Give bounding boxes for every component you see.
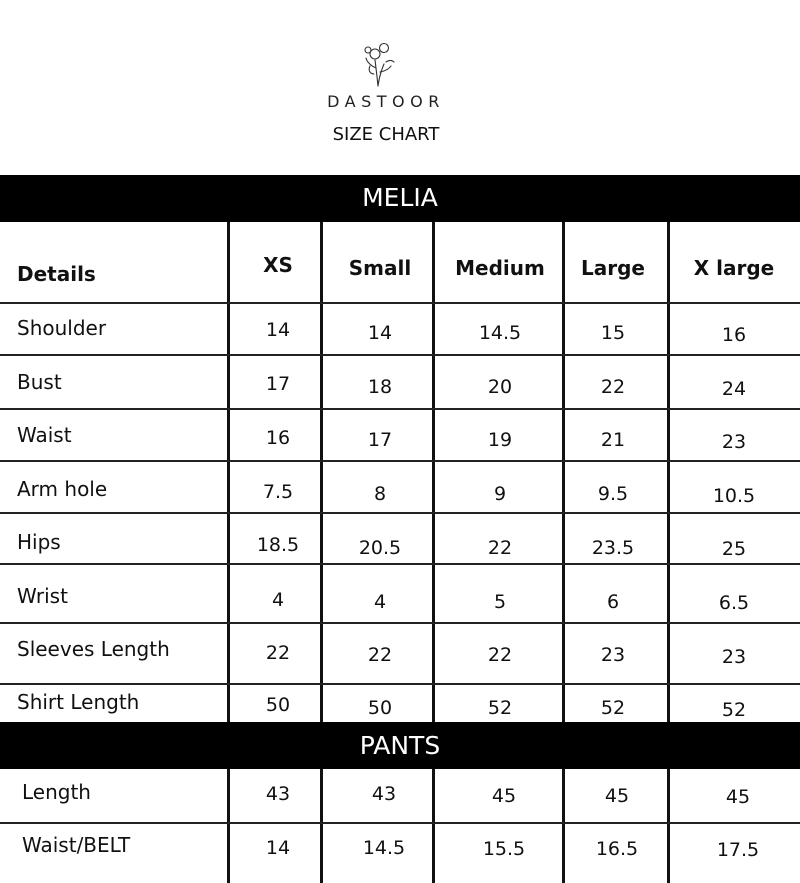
measurement-value: 52 (487, 697, 513, 719)
flower-sprig-icon (358, 38, 398, 88)
measurement-value: 16.5 (595, 838, 639, 860)
brand-name: DASTOOR (327, 92, 445, 111)
column-divider (667, 222, 670, 722)
measurement-value: 18 (367, 376, 393, 398)
row-divider (0, 512, 800, 514)
row-divider (0, 683, 800, 685)
row-divider (0, 302, 800, 304)
measurement-value: 14.5 (478, 322, 522, 344)
size-header: X large (693, 256, 775, 280)
measurement-value: 20 (487, 376, 513, 398)
detail-label: Sleeves Length (17, 637, 170, 661)
measurement-value: 14 (367, 322, 393, 344)
measurement-value: 9 (493, 483, 507, 505)
section-title-melia: MELIA (362, 183, 438, 212)
measurement-value: 52 (721, 699, 747, 721)
row-divider (0, 408, 800, 410)
measurement-value: 6 (606, 591, 620, 613)
detail-label: Waist/BELT (22, 833, 131, 857)
measurement-value: 22 (487, 537, 513, 559)
row-divider (0, 822, 800, 824)
measurement-value: 23.5 (591, 537, 635, 559)
size-header: Medium (455, 256, 545, 280)
measurement-value: 21 (600, 429, 626, 451)
detail-label: Bust (17, 370, 62, 394)
measurement-value: 20.5 (358, 537, 402, 559)
measurement-value: 4 (373, 591, 387, 613)
detail-label: Wrist (17, 584, 68, 608)
detail-label: Arm hole (17, 477, 108, 501)
measurement-value: 9.5 (597, 483, 629, 505)
measurement-value: 23 (600, 644, 626, 666)
measurement-value: 15.5 (482, 838, 526, 860)
details-header: Details (17, 262, 96, 286)
detail-label: Shirt Length (17, 690, 140, 714)
row-divider (0, 354, 800, 356)
measurement-value: 7.5 (262, 481, 294, 503)
detail-label: Waist (17, 423, 72, 447)
size-header: Large (581, 256, 645, 280)
measurement-value: 22 (367, 644, 393, 666)
measurement-value: 17 (367, 429, 393, 451)
measurement-value: 17.5 (716, 839, 760, 861)
measurement-value: 8 (373, 483, 387, 505)
measurement-value: 22 (487, 644, 513, 666)
detail-label: Hips (17, 530, 61, 554)
measurement-value: 14.5 (362, 837, 406, 859)
measurement-value: 14 (265, 837, 291, 859)
detail-label: Shoulder (17, 316, 107, 340)
measurement-value: 50 (367, 697, 393, 719)
measurement-value: 15 (600, 322, 626, 344)
measurement-value: 25 (721, 538, 747, 560)
measurement-value: 16 (265, 427, 291, 449)
measurement-value: 17 (265, 373, 291, 395)
measurement-value: 10.5 (712, 485, 756, 507)
measurement-value: 24 (721, 378, 747, 400)
measurement-value: 45 (604, 785, 630, 807)
measurement-value: 23 (721, 646, 747, 668)
measurement-value: 18.5 (256, 534, 300, 556)
measurement-value: 23 (721, 431, 747, 453)
measurement-value: 43 (371, 783, 397, 805)
column-divider (667, 769, 670, 883)
measurement-value: 52 (600, 697, 626, 719)
measurement-value: 4 (271, 589, 285, 611)
row-divider (0, 460, 800, 462)
measurement-value: 19 (487, 429, 513, 451)
measurement-value: 22 (600, 376, 626, 398)
column-divider (562, 769, 565, 883)
row-divider (0, 563, 800, 565)
section-banner-pants (0, 722, 800, 769)
measurement-value: 5 (493, 591, 507, 613)
measurement-value: 22 (265, 642, 291, 664)
measurement-value: 45 (725, 786, 751, 808)
measurement-value: 43 (265, 783, 291, 805)
section-banner-melia (0, 175, 800, 222)
section-title-pants: PANTS (359, 731, 441, 760)
row-divider (0, 622, 800, 624)
measurement-value: 14 (265, 319, 291, 341)
column-divider (432, 222, 435, 722)
measurement-value: 6.5 (718, 592, 750, 614)
size-header: XS (263, 253, 293, 277)
page-title: SIZE CHART (332, 124, 440, 145)
detail-label: Length (22, 780, 91, 804)
measurement-value: 16 (721, 324, 747, 346)
measurement-value: 50 (265, 694, 291, 716)
measurement-value: 45 (491, 785, 517, 807)
size-header: Small (348, 256, 412, 280)
